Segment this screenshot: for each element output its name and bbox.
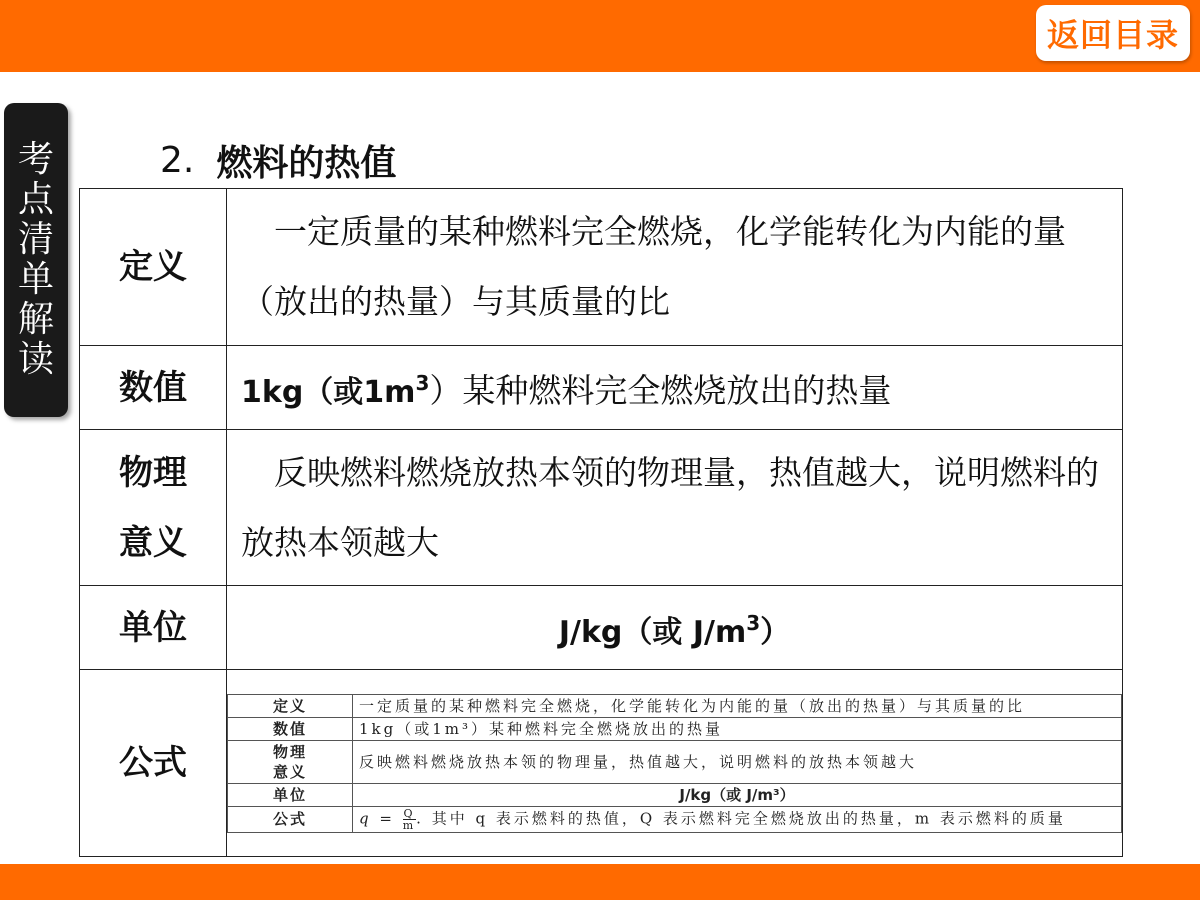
mini-label-text: 物理意义 <box>272 742 307 781</box>
content-text: ） <box>760 614 791 650</box>
label-text: 物理意义 <box>119 452 187 563</box>
table-row <box>80 670 1123 857</box>
table-row <box>80 586 1123 670</box>
formula-lhs: q = <box>359 809 395 827</box>
mini-content: J/kg（或 J/m³） <box>353 783 1122 806</box>
section-title-text: 燃料的热值 <box>216 142 397 184</box>
section-number: 2. <box>160 139 195 181</box>
section-title <box>160 136 396 184</box>
table-row <box>80 430 1123 586</box>
row-label <box>80 430 227 586</box>
formula-image <box>227 670 1123 857</box>
row-content: 一定质量的某种燃料完全燃烧，化学能转化为内能的量（放出的热量）与其质量的比 <box>227 189 1123 346</box>
table-row <box>80 346 1123 430</box>
mini-row <box>228 783 1122 806</box>
row-label: 数值 <box>80 346 227 430</box>
mini-label: 公式 <box>228 806 353 832</box>
embedded-summary-table <box>227 694 1122 833</box>
content-text: ）某种燃料完全燃烧放出的热量 <box>429 370 892 410</box>
row-content: 反映燃料燃烧放热本领的物理量，热值越大，说明燃料的放热本领越大 <box>227 430 1123 586</box>
mini-content: 反映燃料燃烧放热本领的物理量，热值越大，说明燃料的放热本领越大 <box>353 740 1122 783</box>
mini-row <box>228 717 1122 740</box>
mini-content: 一定质量的某种燃料完全燃烧，化学能转化为内能的量（放出的热量）与其质量的比 <box>353 694 1122 717</box>
mini-content: 1kg（或1m³）某种燃料完全燃烧放出的热量 <box>353 717 1122 740</box>
row-label: 单位 <box>80 586 227 670</box>
superscript: 3 <box>746 610 761 635</box>
table-row <box>80 189 1123 346</box>
row-content <box>227 346 1123 430</box>
mini-label: 数值 <box>228 717 353 740</box>
mini-content <box>353 806 1122 832</box>
top-bar <box>0 0 1200 72</box>
back-to-contents-button[interactable]: 返回目录 <box>1036 5 1190 61</box>
fraction-denominator: m <box>402 818 417 832</box>
mini-label <box>228 740 353 783</box>
sidebar-tab[interactable] <box>4 103 68 417</box>
row-label: 公式 <box>80 670 227 857</box>
formula-fraction <box>403 808 416 831</box>
sidebar-tab-label: 考点清单解读 <box>17 139 54 380</box>
bottom-bar <box>0 864 1200 900</box>
mini-row <box>228 694 1122 717</box>
content-text: 1kg（或1m <box>241 374 416 410</box>
heat-value-table <box>79 188 1123 857</box>
row-content <box>227 586 1123 670</box>
fraction-numerator: Q <box>403 806 416 820</box>
content-text: J/kg（或 J/m <box>558 614 747 650</box>
superscript: 3 <box>415 370 430 395</box>
row-label: 定义 <box>80 189 227 346</box>
mini-label: 定义 <box>228 694 353 717</box>
mini-row <box>228 740 1122 783</box>
mini-row <box>228 806 1122 832</box>
formula-explanation: . 其中 q 表示燃料的热值，Q 表示燃料完全燃烧放出的热量，m 表示燃料的质量 <box>416 809 1066 827</box>
mini-label: 单位 <box>228 783 353 806</box>
